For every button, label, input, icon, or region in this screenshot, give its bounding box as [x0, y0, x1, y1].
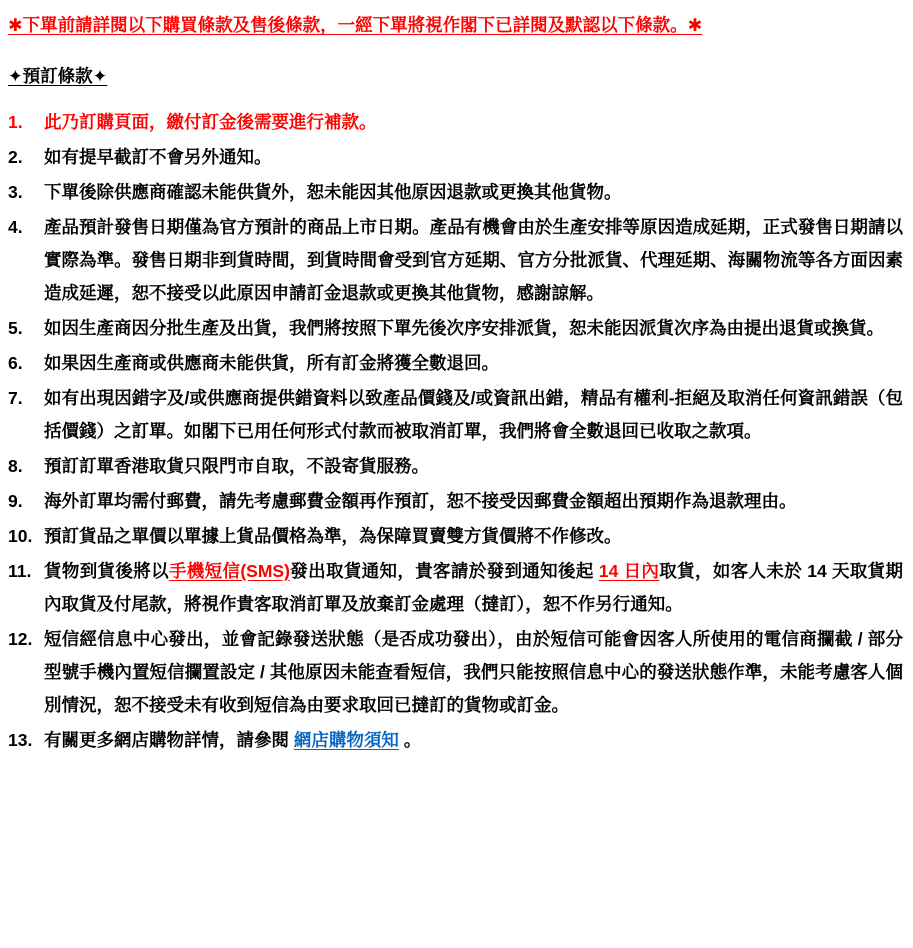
- purchase-notice-header: ✱下單前請詳閱以下購買條款及售後條款，一經下單將視作閣下已詳閱及默認以下條款。✱: [8, 15, 703, 35]
- term-item: [8, 450, 903, 483]
- term-text: [44, 176, 903, 209]
- text-segment: 預訂訂單香港取貨只限門市自取，不設寄貨服務。: [44, 456, 429, 476]
- term-item: [8, 141, 903, 174]
- term-text: [44, 623, 903, 722]
- term-item: [8, 520, 903, 553]
- term-item: [8, 555, 903, 621]
- preorder-terms-title: ✦預訂條款✦: [8, 66, 108, 86]
- text-segment: 貨物到貨後將以: [44, 561, 169, 581]
- term-text: [44, 347, 903, 380]
- term-item: [8, 382, 903, 448]
- term-text: [44, 450, 903, 483]
- term-item: [8, 106, 903, 139]
- term-text: [44, 106, 903, 139]
- term-text: [44, 555, 903, 621]
- term-number: 1.: [8, 112, 23, 132]
- text-segment: 發出取貨通知，貴客請於發到通知後起: [289, 561, 599, 581]
- term-number: 6.: [8, 353, 23, 373]
- term-number: 10.: [8, 526, 33, 546]
- terms-list: [8, 106, 903, 757]
- term-number: 4.: [8, 217, 23, 237]
- highlighted-text: 手機短信(SMS): [168, 561, 290, 581]
- term-number: 11.: [8, 561, 32, 581]
- shop-guide-link[interactable]: 網店購物須知: [293, 730, 399, 750]
- term-item: [8, 211, 903, 310]
- term-item: [8, 347, 903, 380]
- term-text: [44, 312, 903, 345]
- text-segment: 有關更多網店購物詳情，請參閱: [44, 730, 294, 750]
- term-number: 8.: [8, 456, 23, 476]
- text-segment: 此乃訂購頁面，繳付訂金後需要進行補款。: [44, 112, 377, 132]
- term-number: 9.: [8, 491, 23, 511]
- term-number: 12.: [8, 629, 33, 649]
- text-segment: 預訂貨品之單價以單據上貨品價格為準，為保障買賣雙方貨價將不作修改。: [44, 526, 622, 546]
- highlighted-text: 14 日內: [598, 561, 660, 581]
- text-segment: 如有出現因錯字及/或供應商提供錯資料以致產品價錢及/或資訊出錯，精品有權利-拒絕及取消任何資訊錯誤（包括價錢）之訂單。如閣下已用任何形式付款而被取消訂單，我們將會全數退回已收取之款項。: [44, 388, 903, 441]
- text-segment: 產品預計發售日期僅為官方預計的商品上市日期。產品有機會由於生產安排等原因造成延期，正式發售日期請以實際為準。發售日期非到貨時間，到貨時間會受到官方延期、官方分批派貨、代理延期、海關物流等各方面因素造成延遲，恕不接受以此原因申請訂金退款或更換其他貨物，感謝諒解。: [44, 217, 903, 303]
- term-item: [8, 485, 903, 518]
- term-item: [8, 623, 903, 722]
- term-item: [8, 724, 903, 757]
- text-segment: 如有提早截訂不會另外通知。: [44, 147, 272, 167]
- text-segment: 取貨，如客人未於 14 天取貨期內取貨及付尾款，將視作貴客取消訂單及放棄訂金處理（撻訂），恕不作另行通知。: [44, 561, 903, 614]
- text-segment: 如果因生產商或供應商未能供貨，所有訂金將獲全數退回。: [44, 353, 499, 373]
- term-number: 7.: [8, 388, 23, 408]
- term-text: [44, 141, 903, 174]
- term-number: 5.: [8, 318, 23, 338]
- text-segment: 。: [398, 730, 422, 750]
- term-number: 3.: [8, 182, 23, 202]
- text-segment: 海外訂單均需付郵費，請先考慮郵費金額再作預訂，恕不接受因郵費金額超出預期作為退款理由。: [44, 491, 797, 511]
- term-item: [8, 176, 903, 209]
- term-number: 2.: [8, 147, 23, 167]
- text-segment: 如因生產商因分批生產及出貨，我們將按照下單先後次序安排派貨，恕未能因派貨次序為由提出退貨或換貨。: [44, 318, 884, 338]
- term-number: 13.: [8, 730, 33, 750]
- text-segment: 短信經信息中心發出，並會記錄發送狀態（是否成功發出），由於短信可能會因客人所使用的電信商攔截 / 部分型號手機內置短信攔置設定 / 其他原因未能查看短信，我們只能按照信息中心的發送狀態作準，未能考慮客人個別情況，恕不接受未有收到短信為由要求取回已撻訂的貨物或訂金。: [44, 629, 903, 715]
- term-text: [44, 382, 903, 448]
- term-item: [8, 312, 903, 345]
- term-text: [44, 724, 903, 757]
- term-text: [44, 211, 903, 310]
- term-text: [44, 485, 903, 518]
- text-segment: 下單後除供應商確認未能供貨外，恕未能因其他原因退款或更換其他貨物。: [44, 182, 622, 202]
- term-text: [44, 520, 903, 553]
